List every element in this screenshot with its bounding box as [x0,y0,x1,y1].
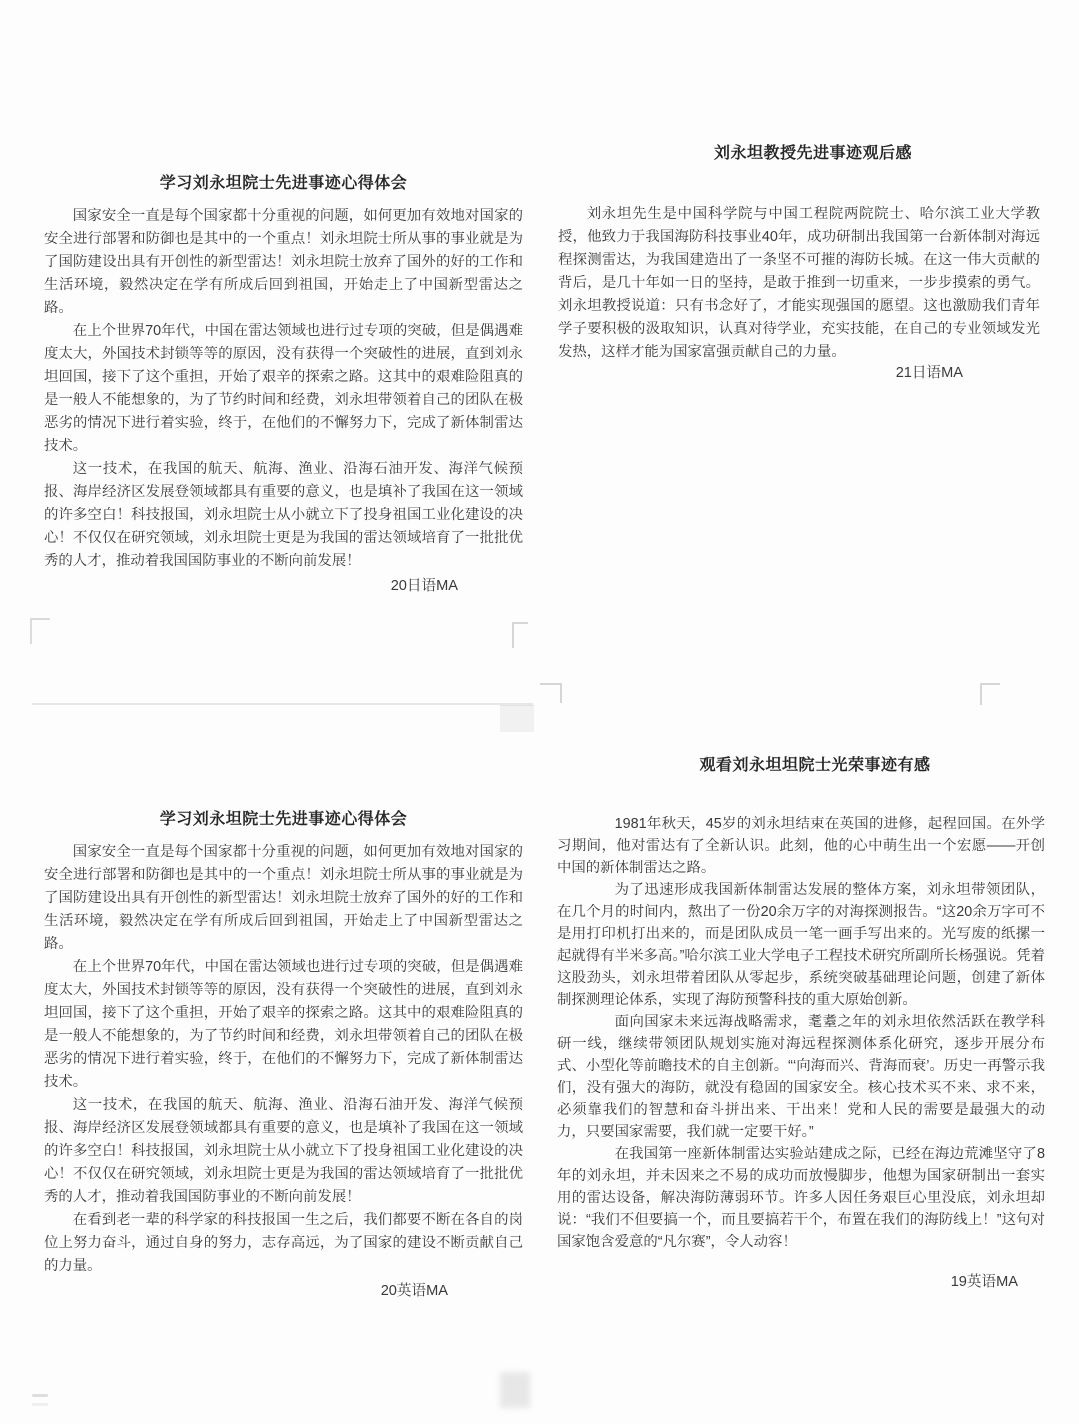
essay-signature: 21日语MA [895,365,963,381]
essay-paragraph: 这一技术，在我国的航天、航海、渔业、沿海石油开发、海洋气候预报、海岸经济区发展登领域都具有重要的意义，也是填补了我国在这一领域的许多空白！科技报国，刘永坦院士从小就立下了投身祖国工业化建设的决心！不仅仅在研究领域，刘永坦院士更是为我国的雷达领域培育了一批批优秀的人才，推动着我国国防事业的不断向前发展！ [44,1097,523,1205]
essay-paragraph: 在上个世界70年代，中国在雷达领域也进行过专项的突破，但是偶遇难度太大，外国技术封锁等等的原因，没有获得一个突破性的进展，直到刘永坦回国，接下了这个重担，开始了艰辛的探索之路。这其中的艰难险阻真的是一般人不能想象的，为了节约时间和经费，刘永坦带领着自己的团队在极恶劣的情况下进行着实验，终于，在他们的不懈努力下，完成了新体制雷达技术。 [44,323,523,454]
essay-paragraph: 在上个世界70年代，中国在雷达领域也进行过专项的突破，但是偶遇难度太大，外国技术封锁等等的原因，没有获得一个突破性的进展，直到刘永坦回国，接下了这个重担，开始了艰辛的探索之路。这其中的艰难险阻真的是一般人不能想象的，为了节约时间和经费，刘永坦带领着自己的团队在极恶劣的情况下进行着实验，终于，在他们的不懈努力下，完成了新体制雷达技术。 [44,959,523,1090]
page-corner-mark [512,622,528,648]
essay-signature: 20日语MA [390,578,458,594]
page-corner-mark [32,1394,48,1397]
essay-paragraph: 为了迅速形成我国新体制雷达发展的整体方案，刘永坦带领团队，在几个月的时间内，熬出了一份20余万字的对海探测报告。“这20余万字可不是用打印机打出来的，而是团队成员一笔一画手写出来的。光写废的纸摞一起就得有半米多高。”哈尔滨工业大学电子工程技术研究所副所长杨强说。凭着这股劲头，刘永坦带着团队从零起步，系统突破基础理论问题，创建了新体制探测理论体系，实现了海防预警科技的重大原始创新。 [557,882,1045,1008]
essay-title: 学习刘永坦院士先进事迹心得体会 [159,175,408,192]
essay-top-right [558,140,1040,385]
essay-top-left [44,170,523,598]
page-edge-line [32,703,533,705]
essay-bottom-left [44,806,523,1303]
essay-paragraph: 1981年秋天，45岁的刘永坦结束在英国的进修，起程回国。在外学习期间，他对雷达有了全新认识。此刻，他的心中萌生出一个宏愿——开创中国的新体制雷达之路。 [557,816,1045,876]
essay-bottom-right [557,752,1045,1294]
essay-paragraph: 在我国第一座新体制雷达实验站建成之际，已经在海边荒滩坚守了8年的刘永坦，并未因来之不易的成功而放慢脚步，他想为国家研制出一套实用的雷达设备，解决海防薄弱环节。许多人因任务艰巨心里没底，刘永坦却说：“我们不但要搞一个，而且要搞若干个，布置在我们的海防线上！”这句对国家饱含爱意的“凡尔赛”，令人动容！ [557,1146,1045,1250]
page-corner-mark [980,683,1000,705]
essay-signature: 19英语MA [950,1274,1018,1290]
essay-title: 观看刘永坦坦院士光荣事迹有感 [699,757,931,774]
page-corner-mark [540,683,562,703]
essay-paragraph: 国家安全一直是每个国家都十分重视的问题，如何更加有效地对国家的安全进行部署和防御也是其中的一个重点！刘永坦院士所从事的事业就是为了国防建设出具有开创性的新型雷达！刘永坦院士放弃了国外的好的工作和生活环境，毅然决定在学有所成后回到祖国，开始走上了中国新型雷达之路。 [44,208,523,316]
essay-signature: 20英语MA [380,1283,448,1299]
page-corner-mark [30,618,50,644]
essay-paragraph: 刘永坦先生是中国科学院与中国工程院两院院士、哈尔滨工业大学教授，他致力于我国海防科技事业40年，成功研制出我国第一台新体制对海远程探测雷达，为我国建造出了一条坚不可摧的海防长城。在这一伟大贡献的背后，是几十年如一日的坚持，是敢于推到一切重来，一步步摸索的勇气。刘永坦教授说道：只有书念好了，才能实现强国的愿望。这也激励我们青年学子要积极的汲取知识，认真对待学业，充实技能，在自己的专业领域发光发热，这样才能为国家富强贡献自己的力量。 [558,206,1040,360]
page-edge-shadow [500,705,534,732]
essay-paragraph: 这一技术，在我国的航天、航海、渔业、沿海石油开发、海洋气候预报、海岸经济区发展登领域都具有重要的意义，也是填补了我国在这一领域的许多空白！科技报国，刘永坦院士从小就立下了投身祖国工业化建设的决心！不仅仅在研究领域，刘永坦院士更是为我国的雷达领域培育了一批批优秀的人才，推动着我国国防事业的不断向前发展！ [44,461,523,569]
essay-paragraph: 国家安全一直是每个国家都十分重视的问题，如何更加有效地对国家的安全进行部署和防御也是其中的一个重点！刘永坦院士所从事的事业就是为了国防建设出具有开创性的新型雷达！刘永坦院士放弃了国外的好的工作和生活环境，毅然决定在学有所成后回到祖国，开始走上了中国新型雷达之路。 [44,844,523,952]
essay-title: 刘永坦教授先进事迹观后感 [713,145,912,162]
essay-paragraph: 在看到老一辈的科学家的科技报国一生之后，我们都要不断在各自的岗位上努力奋斗，通过自身的努力，志存高远，为了国家的建设不断贡献自己的力量。 [44,1212,523,1274]
scan-smudge [500,1372,530,1408]
page-corner-mark [32,1403,48,1406]
essay-paragraph: 面向国家未来远海战略需求，耄耋之年的刘永坦依然活跃在教学科研一线，继续带领团队规划实施对海远程探测体系化研究，逐步开展分布式、小型化等前瞻技术的自主创新。“‘向海而兴、背海而衰’。历史一再警示我们，没有强大的海防，就没有稳固的国家安全。核心技术买不来、求不来，必须靠我们的智慧和奋斗拼出来、干出来！党和人民的需要是最强大的动力，只要国家需要，我们就一定要干好。” [557,1014,1045,1140]
essay-title: 学习刘永坦院士先进事迹心得体会 [159,811,408,828]
